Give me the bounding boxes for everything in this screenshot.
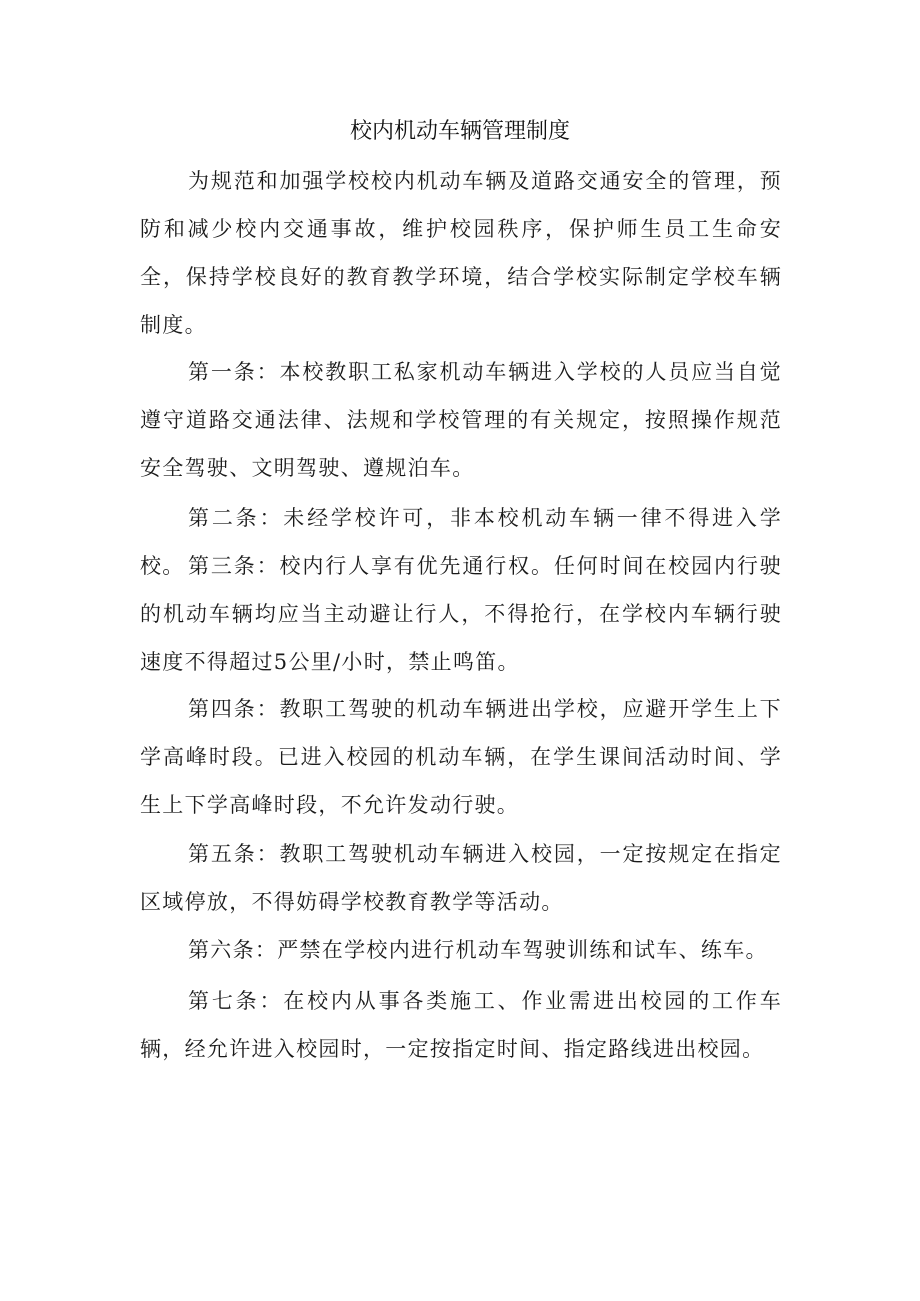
article-3-paragraph: 第三条：校内行人享有优先通行权。任何时间在校园内行驶的机动车辆均应当主动避让行人，不得抢行，在学校内车辆行驶速度不得超过5公里/小时，禁止鸣笛。 [140, 554, 782, 674]
article-6-paragraph: 第六条：严禁在学校内进行机动车驾驶训练和试车、练车。 [188, 938, 768, 962]
article-1-paragraph: 第一条：本校教职工私家机动车辆进入学校的人员应当自觉遵守道路交通法律、法规和学校管理的有关规定，按照操作规范安全驾驶、文明驾驶、遵规泊车。 [140, 360, 782, 480]
article-4-paragraph: 第四条：教职工驾驶的机动车辆进出学校，应避开学生上下学高峰时段。已进入校园的机动车辆，在学生课间活动时间、学生上下学高峰时段，不允许发动行驶。 [140, 697, 782, 817]
intro-paragraph: 为规范和加强学校校内机动车辆及道路交通安全的管理，预防和减少校内交通事故，维护校园秩序，保护师生员工生命安全，保持学校良好的教育教学环境，结合学校实际制定学校车辆制度。 [140, 169, 782, 337]
article-5-paragraph: 第五条：教职工驾驶机动车辆进入校园，一定按规定在指定区域停放，不得妨碍学校教育教学等活动。 [140, 842, 782, 914]
document-title: 校内机动车辆管理制度 [349, 119, 570, 144]
article-2-paragraph: 第二条：未经学校许可，非本校机动车辆一律不得进入学校。 [140, 506, 782, 578]
article-7-paragraph: 第七条：在校内从事各类施工、作业需进出校园的工作车辆，经允许进入校园时，一定按指定时间、指定路线进出校园。 [140, 989, 782, 1061]
